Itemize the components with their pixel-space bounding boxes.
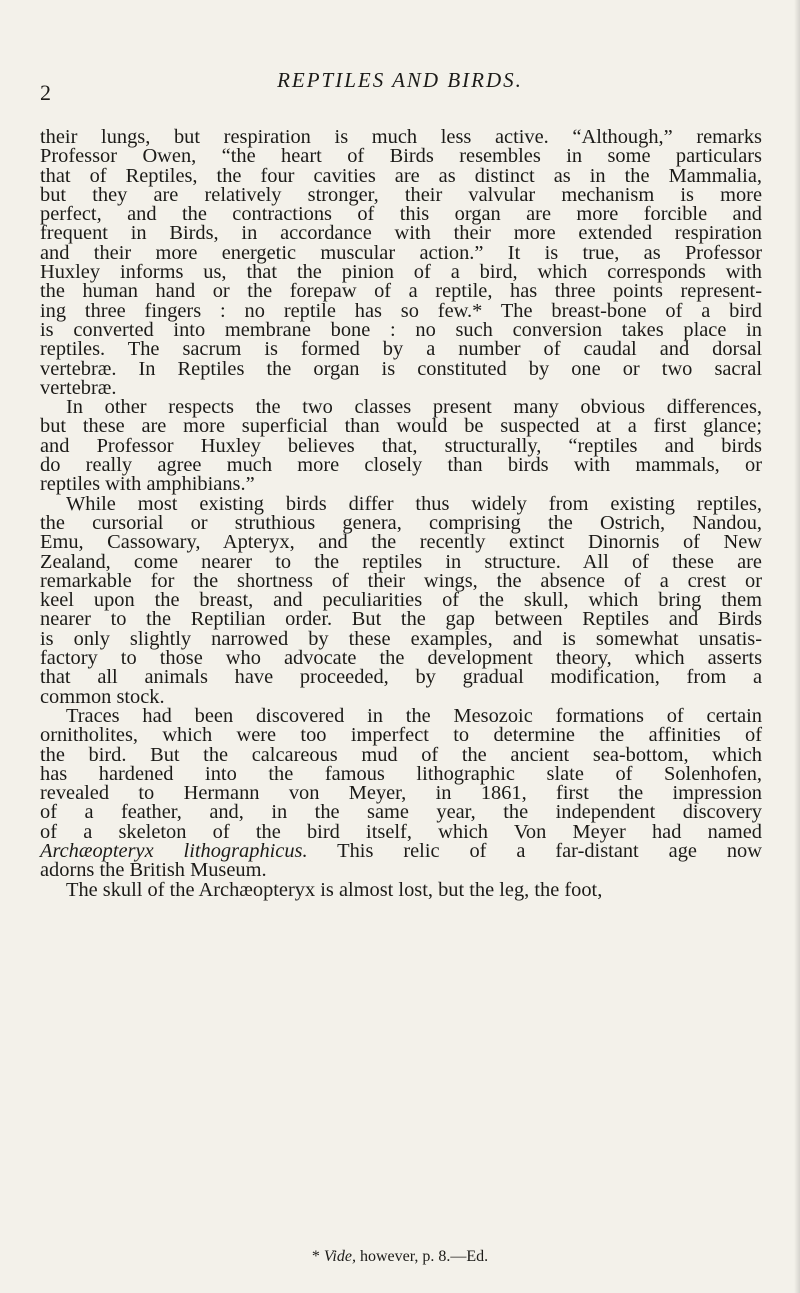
text-line: of a feather, and, in the same year, the independent discovery — [40, 801, 762, 824]
text-line: their lungs, but respiration is much less active. “Although,” remarks — [40, 126, 762, 148]
text-line: vertebræ. — [40, 376, 117, 399]
text-line: factory to those who advocate the development theory, which asserts — [40, 647, 762, 670]
text-line: keel upon the breast, and peculiarities of the skull, which bring them — [40, 589, 762, 612]
text-line: Archæopteryx lithographicus. This relic of a far-distant age now — [40, 839, 762, 862]
text-line: Zealand, come nearer to the reptiles in structure. All of these are — [40, 550, 762, 573]
footnote — [0, 1248, 800, 1266]
text-line: is converted into membrane bone : no such conversion takes place in — [40, 318, 762, 341]
text-line: ing three fingers : no reptile has so few.* The breast-bone of a bird — [40, 299, 762, 322]
text-line: revealed to Hermann von Meyer, in 1861, first the impression — [40, 782, 762, 805]
text-line: of a skeleton of the bird itself, which Von Meyer had named — [40, 820, 762, 843]
text-line: reptiles. The sacrum is formed by a number of caudal and dorsal — [40, 338, 762, 361]
text-line: In other respects the two classes present many obvious differences, — [66, 396, 762, 419]
text-line: remarkable for the shortness of their wings, the absence of a crest or — [40, 569, 762, 592]
text-line: While most existing birds differ thus widely from existing reptiles, — [66, 492, 762, 515]
text-line: do really agree much more closely than birds with mammals, or — [40, 454, 762, 477]
page-number: 2 — [40, 80, 51, 105]
text-line: the cursorial or struthious genera, comprising the Ostrich, Nandou, — [40, 511, 762, 534]
text-line: vertebræ. In Reptiles the organ is constituted by one or two sacral — [40, 357, 762, 380]
text-line: and Professor Huxley believes that, structurally, “reptiles and birds — [40, 434, 762, 457]
text-line: has hardened into the famous lithographic slate of Solenhofen, — [40, 762, 762, 785]
text-line: that of Reptiles, the four cavities are as distinct as in the Mammalia, — [40, 164, 762, 187]
text-line: reptiles with amphibians.” — [40, 473, 255, 496]
paragraph — [40, 704, 762, 882]
text-line: frequent in Birds, in accordance with their more extended respiration — [40, 222, 762, 245]
running-title: REPTILES AND BIRDS. — [277, 68, 523, 92]
text-line: is only slightly narrowed by these examples, and is somewhat unsatis- — [40, 627, 762, 650]
text-line: common stock. — [40, 685, 165, 708]
paragraph — [40, 878, 762, 901]
text-line: that all animals have proceeded, by gradual modification, from a — [40, 666, 762, 689]
text-line: the bird. But the calcareous mud of the ancient sea-bottom, which — [40, 743, 762, 766]
text-line: Traces had been discovered in the Mesozoic formations of certain — [66, 704, 762, 727]
text-line: ornitholites, which were too imperfect to determine the affinities of — [40, 724, 762, 747]
text-line: Emu, Cassowary, Apteryx, and the recently extinct Dinornis of New — [40, 531, 762, 554]
text-line: the human hand or the forepaw of a reptile, has three points represent- — [40, 280, 762, 303]
paragraph — [40, 398, 762, 494]
text-line: adorns the British Museum. — [40, 859, 267, 882]
paragraph — [40, 128, 762, 398]
paragraph — [40, 492, 762, 708]
text-line: The skull of the Archæopteryx is almost lost, but the leg, the foot, — [66, 878, 603, 901]
text-line: perfect, and the contractions of this organ are more forcible and — [40, 203, 762, 226]
body-text — [40, 128, 762, 900]
footnote-marker: * — [311, 1248, 320, 1265]
page-edge-shadow — [794, 0, 800, 1293]
text-line: but they are relatively stronger, their valvular mechanism is more — [40, 183, 762, 206]
text-line: Professor Owen, “the heart of Birds resembles in some particulars — [40, 145, 762, 168]
text-line: and their more energetic muscular action.” It is true, as Professor — [40, 241, 762, 264]
text-line: nearer to the Reptilian order. But the gap between Reptiles and Birds — [40, 608, 762, 631]
footnote-text: however, p. 8.—Ed. — [355, 1248, 489, 1265]
footnote-vide: Vide, — [323, 1248, 356, 1265]
text-line: Huxley informs us, that the pinion of a bird, which corresponds with — [40, 261, 762, 284]
text-line: but these are more superficial than would be suspected at a first glance; — [40, 415, 762, 438]
